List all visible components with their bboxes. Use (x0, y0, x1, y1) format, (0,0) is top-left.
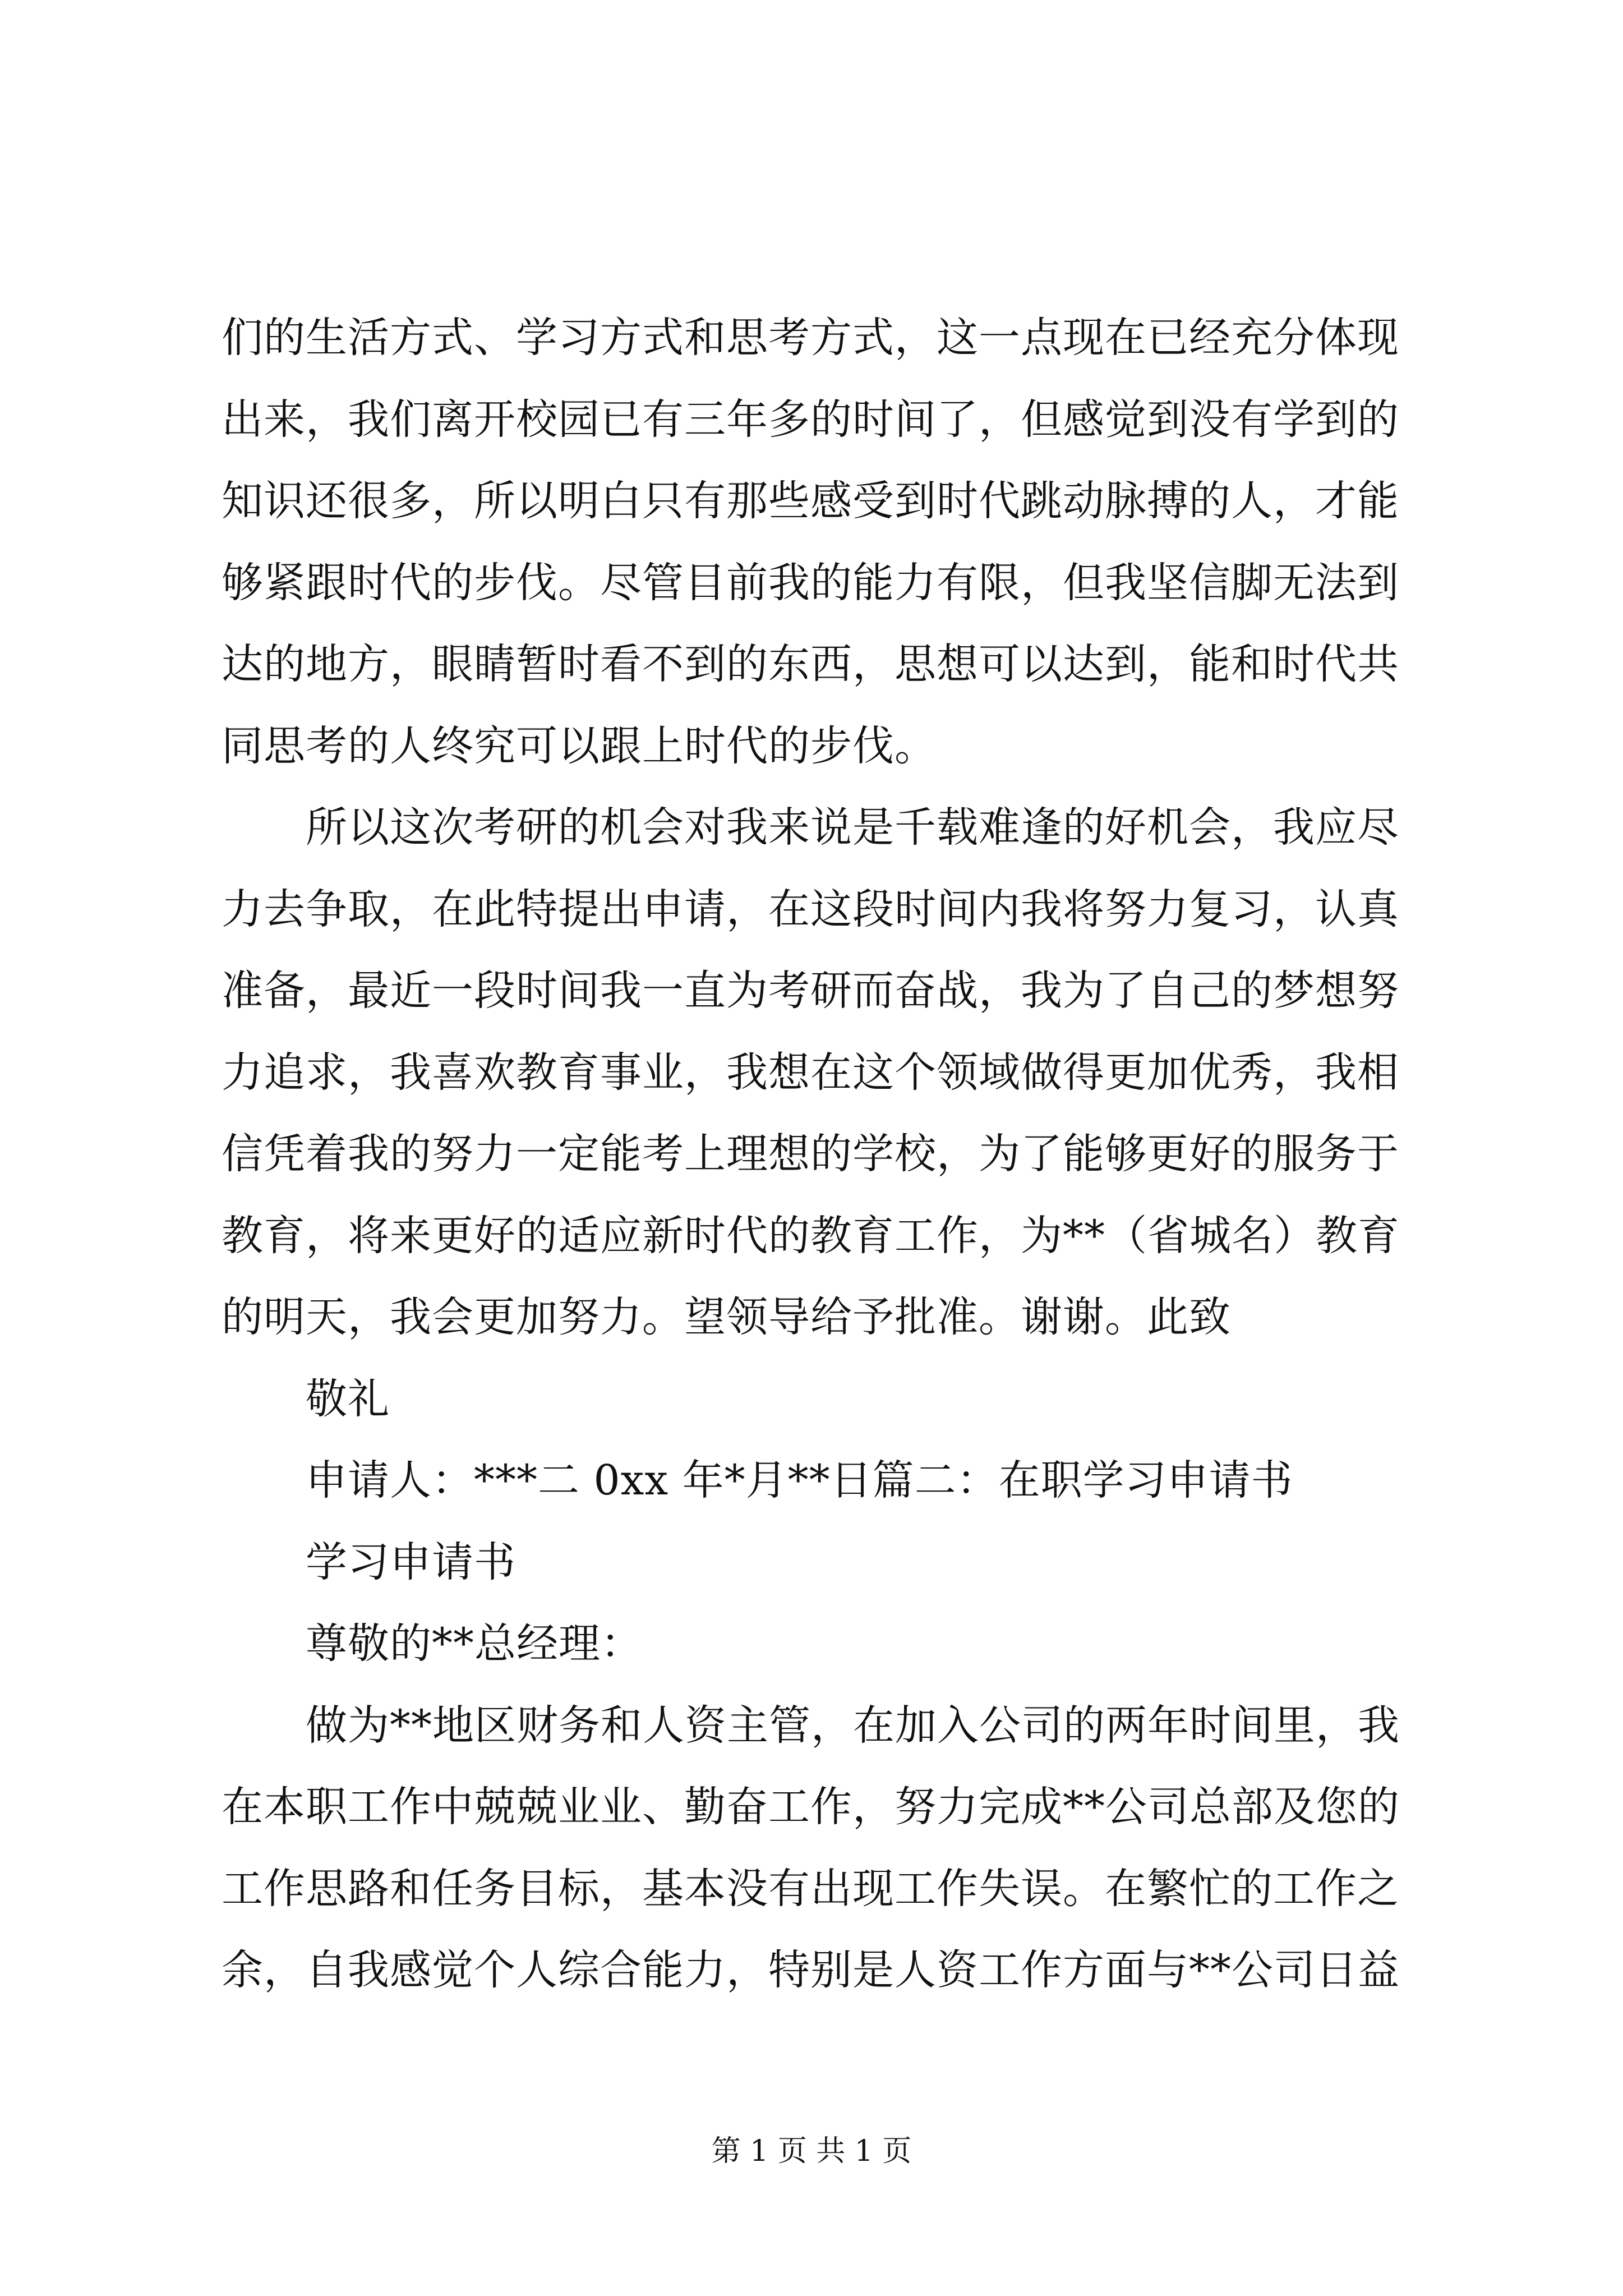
text-line: 敬礼 (306, 1374, 390, 1423)
text-line: 在本职工作中兢兢业业、勤奋工作，努力完成**公司总部及您的 (222, 1783, 1400, 1831)
text-line: 出来，我们离开校园已有三年多的时间了，但感觉到没有学到的 (222, 395, 1399, 444)
text-line: 做为**地区财务和人资主管，在加入公司的两年时间里，我 (306, 1701, 1400, 1750)
document-body (222, 297, 1422, 2012)
text-line: 力去争取，在此特提出申请，在这段时间内我将努力复习，认真 (222, 885, 1399, 933)
text-line: 信凭着我的努力一定能考上理想的学校，为了能够更好的服务于 (222, 1130, 1399, 1178)
text-line: 申请人：***二 0xx 年*月**日篇二：在职学习申请书 (306, 1456, 1293, 1504)
text-line: 力追求，我喜欢教育事业，我想在这个领域做得更加优秀，我相 (222, 1048, 1399, 1097)
page-footer: 第 1 页 共 1 页 (711, 2134, 912, 2168)
text-line: 同思考的人终究可以跟上时代的步伐。 (222, 721, 937, 770)
text-line: 够紧跟时代的步伐。尽管目前我的能力有限，但我坚信脚无法到 (222, 558, 1399, 607)
text-line: 准备，最近一段时间我一直为考研而奋战，我为了自己的梦想努 (222, 967, 1399, 1015)
text-line: 达的地方，眼睛暂时看不到的东西，思想可以达到，能和时代共 (222, 640, 1399, 688)
text-line: 所以这次考研的机会对我来说是千载难逢的好机会，我应尽 (306, 803, 1399, 852)
text-line: 知识还很多，所以明白只有那些感受到时代跳动脉搏的人，才能 (222, 477, 1399, 525)
text-line: 学习申请书 (306, 1538, 516, 1586)
text-line: 教育，将来更好的适应新时代的教育工作，为**（省城名）教育 (222, 1211, 1400, 1260)
text-line: 的明天，我会更加努力。望领导给予批准。谢谢。此致 (222, 1293, 1231, 1341)
text-line: 们的生活方式、学习方式和思考方式，这一点现在已经充分体现 (222, 314, 1399, 362)
text-line: 尊敬的**总经理： (306, 1619, 643, 1668)
text-line: 工作思路和任务目标，基本没有出现工作失误。在繁忙的工作之 (222, 1864, 1399, 1913)
text-line: 余，自我感觉个人综合能力，特别是人资工作方面与**公司日益 (222, 1946, 1400, 1994)
